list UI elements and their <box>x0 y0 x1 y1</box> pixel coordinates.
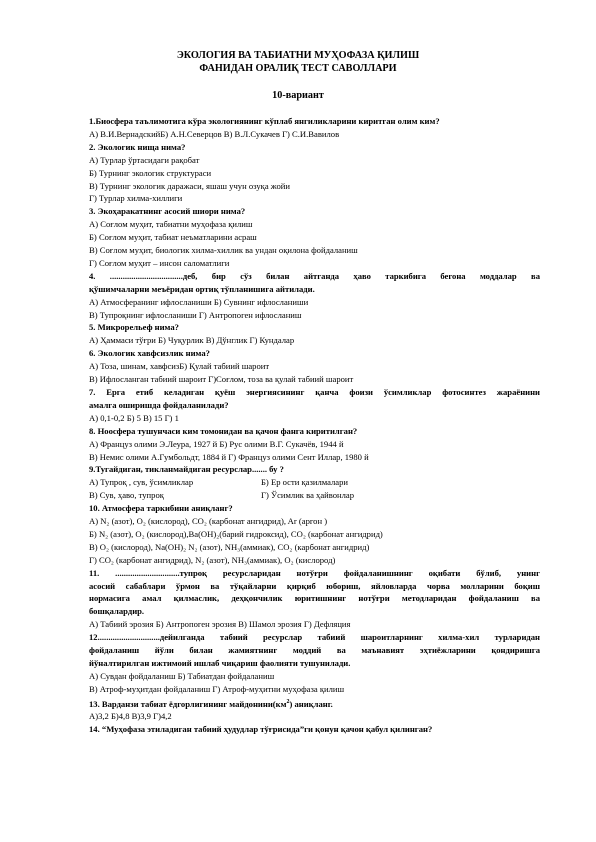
question-13-superscript: 2 <box>286 698 290 705</box>
question-13-options: А)3,2 Б)4,8 В)3,9 Г)4,2 <box>89 711 172 722</box>
question-10-option-c: В) O₂ (кислород), Na(OH)₂ N₂ (азот), NH₃(аммиак), CO₂ (карбонат ангидрид) <box>89 541 370 552</box>
question-8-options-ab: А) Француз олими Э.Леура, 1927 й Б) Рус олими В.Г. Сукачёв, 1944 й <box>89 438 344 449</box>
question-13-text: 13. Варданзи табиат ёдгорлигининг майдонини(км <box>89 698 287 709</box>
question-1: 1.Биосфера таълимотига кўра экологиянинг кўплаб янгиликларини киритган олим ким? <box>89 116 440 126</box>
question-11-line-4: бошқалардир. <box>89 606 145 617</box>
question-8: 8. Ноосфера тушунчаси ким томонидан ва қачон фанга киритилган? <box>89 425 358 436</box>
question-4-line-2: қўшимчаларни меъёридан ортиқ тўпланишига айтилади. <box>89 283 315 294</box>
question-11-line-3: нормасига амал қилмаслик, деҳқончилик юритишнинг нотўғри методларидан фойдаланиш ва <box>89 593 540 604</box>
question-6: 6. Экологик хавфсизлик нима? <box>89 348 210 359</box>
question-9-option-d: Г) Ўсимлик ва ҳайвонлар <box>261 490 355 501</box>
question-9-option-c: В) Сув, ҳаво, тупроқ <box>89 490 164 501</box>
question-4-options-ab: А) Атмосферанинг ифлосланиши Б) Сувнинг ифлосланиши <box>89 296 309 307</box>
question-10: 10. Атмосфера таркибини аниқланг? <box>89 503 233 514</box>
question-12-options-ab: А) Сувдан фойдаланиш Б) Табиатдан фойдаланиш <box>89 670 275 681</box>
document-title-line-1: ЭКОЛОГИЯ ВА ТАБИАТНИ МУҲОФАЗА ҚИЛИШ <box>176 50 420 61</box>
question-14: 14. “Муҳофаза этиладиган табиий ҳудудлар тўғрисида”ги қонун қачон қабул қилинган? <box>89 724 433 735</box>
question-6-options-cd: В) Ифлосланган табиий шароит Г)Соғлом, тоза ва қулай табиий шароит <box>89 374 354 385</box>
question-2-option-d: Г) Турлар хилма-хиллиги <box>89 193 183 204</box>
question-13 <box>89 696 540 711</box>
question-9-option-a: А) Тупроқ , сув, ўсимликлар <box>89 477 194 488</box>
question-4-options-cd: В) Тупроқнинг ифлосланиши Г) Антропоген ифлосланиш <box>89 309 302 320</box>
question-3-option-c: В) Соғлом муҳит, биологик хилма-хиллик ва ундан оқилона фойдаланиш <box>89 245 358 256</box>
variant-label: 10-вариант <box>272 90 324 101</box>
question-2-option-b: Б) Турнинг экологик структураси <box>89 167 212 178</box>
question-5-options: А) Ҳаммаси тўғри Б) Чуқурлик В) Дўнглик Г) Кундалар <box>89 335 295 346</box>
question-2-option-a: А) Турлар ўртасидаги рақобат <box>89 154 200 165</box>
question-10-option-a: А) N₂ (азот), O₂ (кислород), CO₂ (карбонат ангидрид), Ar (аргон ) <box>89 516 328 527</box>
question-6-options-ab: А) Тоза, шинам, хавфсизБ) Қулай табиий шароит <box>89 361 270 372</box>
question-2-option-c: В) Турнинг экологик даражаси, яшаш учун озуқа жойи <box>89 180 291 191</box>
question-3-option-d: Г) Соғлом муҳит – инсон саломатлиги <box>89 257 230 268</box>
question-12-line-1: 12.............................дейилганда табиий ресурслар табиий шароитларнинг хилма-хил турларидан <box>89 632 540 643</box>
document-title-line-2: ФАНИДАН ОРАЛИҚ ТЕСТ САВОЛЛАРИ <box>199 63 397 74</box>
test-questions <box>89 115 540 736</box>
question-11-line-1: 11. ..............................тупроқ ресурсларидан нотўғри фойдаланишнинг оқибати бўлиб, унинг <box>89 567 540 578</box>
question-9-option-b: Б) Ер ости қазилмалари <box>261 477 349 488</box>
question-1-options: А) В.И.ВернадскийБ) А.Н.Северцов В) В.Л.Сукачев Г) С.И.Вавилов <box>89 128 340 139</box>
question-13-text-end: ) аниқланг. <box>289 698 333 709</box>
question-8-options-cd: В) Немис олими А.Гумбольдт, 1884 й Г) Француз олими Сент Иллар, 1980 й <box>89 451 369 462</box>
question-7-line-2: амалга оширишда фойдаланилади? <box>89 399 229 410</box>
question-12-options-cd: В) Атроф-муҳитдан фойдаланиш Г) Атроф-муҳитни муҳофаза қилиш <box>89 683 345 694</box>
question-2: 2. Экологик нища нима? <box>89 141 186 152</box>
question-9-row-1 <box>89 476 540 489</box>
question-10-option-b: Б) N₂ (азот), O₂ (кислород),Ba(OH)₂(барий гидроксид), CO₂ (карбонат ангидрид) <box>89 528 383 539</box>
question-9-row-2 <box>89 489 540 502</box>
question-12-line-3: йўналтирилган ижтимоий ишлаб чиқариш фаолияти тушунилади. <box>89 657 351 668</box>
question-3-option-a: А) Соғлом муҳит, табиатни муҳофаза қилиш <box>89 219 253 230</box>
question-10-option-d: Г) CO₂ (карбонат ангидрид), N₂ (азот), NH₃(аммиак), O₂ (кислород) <box>89 554 336 565</box>
question-5: 5. Микрорельеф нима? <box>89 322 179 333</box>
question-9: 9.Тугайдиган, тикланмайдиган ресурслар....... бу ? <box>89 464 284 475</box>
question-11-line-2: асосий сабаблари ўрмон ва тўқайларни қирқиб юбориш, яйловларда чорва молларини боқиш <box>89 580 540 591</box>
question-3-option-b: Б) Соғлом муҳит, табиат неъматларини асраш <box>89 232 257 243</box>
question-11-options: А) Табиий эрозия Б) Антропоген эрозия В) Шамол эрозия Г) Дефляция <box>89 619 351 630</box>
question-3: 3. Экоҳаракатнинг асосий шиори нима? <box>89 206 246 217</box>
question-4-line-1: 4. ..................................деб, бир сўз билан айтганда ҳаво таркибига бегона моддалар ва <box>89 270 540 281</box>
question-7-line-1: 7. Ерга етиб келадиган қуёш энергиясининг қанча фоизи ўсимликлар фотосинтез жараёнини <box>89 387 540 398</box>
question-7-options: А) 0,1-0,2 Б) 5 В) 15 Г) 1 <box>89 412 179 423</box>
question-12-line-2: фойдаланиш йўли билан жамиятнинг моддий ва маънавият эҳтиёжларини қондиришга <box>89 645 540 656</box>
